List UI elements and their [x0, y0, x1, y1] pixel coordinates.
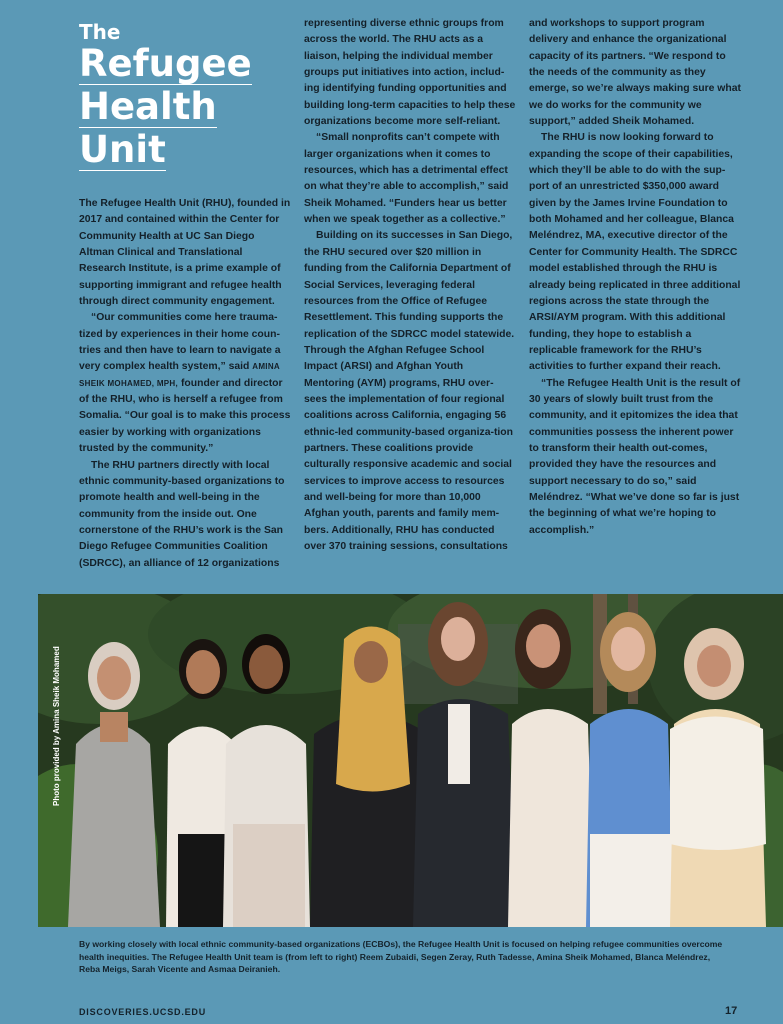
footer-url: DISCOVERIES.UCSD.EDU [79, 1007, 207, 1017]
body-column-3 [529, 16, 741, 539]
body-column-2 [304, 16, 516, 555]
paragraph: and workshops to support program delivery and enhance the organizational capacity of its partners. “We respond to the needs of the community as they emerge, so we’re always making sure what we do works for the community we support,” added Sheik Mohamed. [529, 18, 741, 128]
paragraph: “Our communities come here trauma-tized by experiences in their home coun-tries and then have to learn to navigate a very complex health system,” said AMINA SHEIK MOHAMED, MPH, founder and director of the RHU, who is herself a refugee from Somalia. “Our goal is to make this process easier by working with organizations trusted by the community.” [79, 312, 291, 455]
paragraph: The RHU partners directly with local ethnic community-based organizations to promote health and well-being in the community from the inside out. One cornerstone of the RHU’s work is the San Diego Refugee Communities Coalition (SDRCC), an alliance of 12 organizations [79, 459, 285, 569]
photo-credit: Photo provided by Amina Sheik Mohamed [52, 646, 61, 806]
paragraph: “The Refugee Health Unit is the result of 30 years of slowly built trust from the community, and it epitomizes the idea that communities possess the inherent power to transform their health out-comes, provided they have the resources and support necessary to do so,” said Meléndrez. “What we’ve done so far is just the beginning of what we’re hoping to accomplish.” [529, 377, 741, 536]
page-number: 17 [725, 1005, 738, 1017]
body-column-1 [79, 196, 291, 572]
title-kicker: The [79, 20, 121, 44]
paragraph: Building on its successes in San Diego, the RHU secured over $20 million in funding from the California Department of Social Services, leveraging federal resources from the Office of Refugee Resettlement. This funding supports the replication of the SDRCC model statewide. Through the Afghan Refugee School Impact (ARSI) and Afghan Youth Mentoring (AYM) programs, RHU over-sees the implementation of four regional coalitions across California, engaging 56 ethnic-led community-based organiza-tion partners. These coalitions provide culturally responsive academic and social services to improve access to resources and well-being for more than 10,000 Afghan youth, parents and family mem-bers. Additionally, RHU has conducted over 370 training sessions, consultations [304, 230, 515, 552]
title-line-3: Unit [79, 128, 166, 171]
paragraph: The Refugee Health Unit (RHU), founded in 2017 and contained within the Center for Community Health at UC San Diego Altman Clinical and Translational Research Institute, is a prime example of supporting immigrant and refugee health through direct community engagement. [79, 198, 291, 308]
group-photo-illustration [38, 594, 783, 927]
paragraph: representing diverse ethnic groups from across the world. The RHU acts as a liaison, helping the individual member groups put initiatives into action, includ-ing identifying funding opportunities and building long-term capacities to help these organizations become more self-reliant. [304, 18, 516, 128]
paragraph: “Small nonprofits can’t compete with larger organizations when it comes to resources, which has a detrimental effect on what they’re able to accomplish,” said Sheik Mohamed. “Funders hear us better when we speak together as a collective.” [304, 132, 509, 226]
article-title [79, 20, 279, 173]
group-photo [38, 594, 783, 927]
title-line-2: Health [79, 85, 217, 128]
name-smallcaps: AMINA SHEIK MOHAMED, MPH, [79, 362, 280, 388]
paragraph: The RHU is now looking forward to expanding the scope of their capabilities, which they’ll be able to do with the sup-port of an unrestricted $350,000 award given by the James Irvine Foundation to both Mohamed and her colleague, Blanca Meléndrez, MA, executive director of the Center for Community Health. The SDRCC model established through the RHU is already being replicated in three additional regions across the state through the ARSI/AYM program. With this additional funding, they hope to establish a replicable framework for the RHU’s activities to further expand their reach. [529, 132, 741, 373]
photo-caption: By working closely with local ethnic community-based organizations (ECBOs), the Refugee Health Unit is focused on helping refugee communities overcome health inequities. The Refugee Health Unit team is (from left to right) Reem Zubaidi, Segen Zeray, Ruth Tadesse, Amina Sheik Mohamed, Blanca Meléndrez, Reba Meigs, Sarah Vicente and Asmaa Deiranieh. [79, 939, 723, 975]
title-line-1: Refugee [79, 42, 252, 85]
